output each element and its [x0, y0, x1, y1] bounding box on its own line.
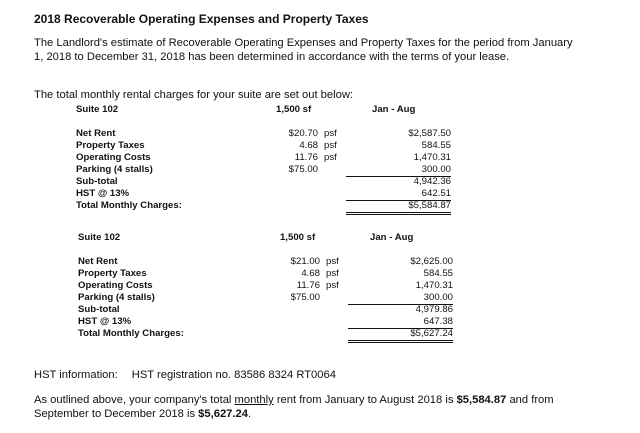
row-unit: psf	[324, 140, 337, 151]
row-label: Total Monthly Charges:	[76, 200, 182, 211]
row-amount: 642.51	[346, 188, 451, 201]
row-rate: $21.00	[290, 256, 320, 267]
row-rate: 4.68	[301, 268, 320, 279]
closing-amount-2: $5,627.24	[198, 408, 248, 421]
row-rate: $75.00	[288, 164, 318, 175]
row-unit: psf	[326, 268, 339, 279]
table-header	[76, 104, 456, 116]
table-row	[76, 152, 456, 164]
row-label: Net Rent	[76, 128, 116, 139]
intro-paragraph: The Landlord's estimate of Recoverable Operating Expenses and Property Taxes for the period from January 1, 2018 to December 31, 2018 has been determined in accordance with the terms of your lease.	[34, 37, 573, 64]
table-row	[78, 304, 458, 316]
hst-info	[34, 369, 336, 381]
row-rate: $75.00	[290, 292, 320, 303]
table-row	[76, 140, 456, 152]
row-unit: psf	[326, 256, 339, 267]
row-label: Sub-total	[78, 304, 120, 315]
row-amount: $2,587.50	[408, 128, 451, 139]
row-label: Property Taxes	[78, 268, 147, 279]
row-amount: 4,979.86	[415, 304, 453, 315]
table-row	[78, 292, 458, 304]
closing-text-2: rent from January to August 2018 is	[273, 394, 457, 406]
area-label: 1,500 sf	[276, 104, 312, 115]
row-label: HST @ 13%	[78, 316, 132, 327]
row-label: HST @ 13%	[76, 188, 130, 199]
row-amount: 4,942.36	[413, 176, 451, 187]
table-row	[76, 176, 456, 188]
row-label: Parking (4 stalls)	[78, 292, 155, 303]
closing-underlined: monthly	[234, 394, 274, 406]
closing-text-4: .	[247, 408, 252, 421]
row-label: Sub-total	[76, 176, 118, 187]
charges-table-1	[76, 104, 456, 216]
suite-label: Suite 102	[76, 104, 119, 115]
row-amount: $5,584.87	[346, 200, 451, 215]
period-label: Jan - Aug	[370, 232, 414, 243]
row-label: Property Taxes	[76, 140, 145, 151]
table-row	[76, 128, 456, 140]
row-unit: psf	[324, 152, 337, 163]
row-amount: 300.00	[348, 292, 453, 305]
table-row	[78, 280, 458, 292]
row-label: Operating Costs	[76, 152, 151, 163]
page-title: 2018 Recoverable Operating Expenses and Property Taxes	[34, 12, 369, 26]
row-amount: 584.55	[423, 268, 453, 279]
closing-amount-1: $5,584.87	[456, 394, 507, 406]
row-label: Total Monthly Charges:	[78, 328, 184, 339]
hst-info-value: HST registration no. 83586 8324 RT0064	[131, 369, 336, 381]
row-amount: $2,625.00	[410, 256, 453, 267]
table-row	[76, 200, 456, 212]
row-amount: 1,470.31	[413, 152, 451, 163]
table-row	[78, 316, 458, 328]
row-amount: 647.38	[348, 316, 453, 329]
row-label: Operating Costs	[78, 280, 153, 291]
row-amount: 1,470.31	[415, 280, 453, 291]
period-label: Jan - Aug	[372, 104, 416, 115]
row-amount: 300.00	[346, 164, 451, 177]
row-rate: 11.76	[296, 280, 320, 291]
row-unit: psf	[326, 280, 339, 291]
table-row	[78, 256, 458, 268]
row-unit: psf	[324, 128, 337, 139]
row-rate: 11.76	[294, 152, 318, 163]
table-row	[78, 268, 458, 280]
area-label: 1,500 sf	[280, 232, 316, 243]
suite-label: Suite 102	[78, 232, 121, 243]
closing-text-3: and from September to December 2018 is	[34, 394, 554, 421]
row-rate: 4.68	[299, 140, 318, 151]
charges-table-2	[78, 232, 458, 344]
closing-text-1: As outlined above, your company's total	[34, 394, 235, 406]
row-amount: 584.55	[421, 140, 451, 151]
hst-info-label: HST information:	[34, 369, 118, 381]
row-label: Parking (4 stalls)	[76, 164, 153, 175]
row-rate: $20.70	[288, 128, 318, 139]
row-label: Net Rent	[78, 256, 118, 267]
closing-paragraph	[34, 393, 594, 422]
charges-intro: The total monthly rental charges for your suite are set out below:	[34, 89, 354, 101]
table-row	[76, 164, 456, 176]
table-row	[76, 188, 456, 200]
table-header	[78, 232, 458, 244]
table-row	[78, 328, 458, 340]
row-amount: $5,627.24	[348, 328, 453, 343]
